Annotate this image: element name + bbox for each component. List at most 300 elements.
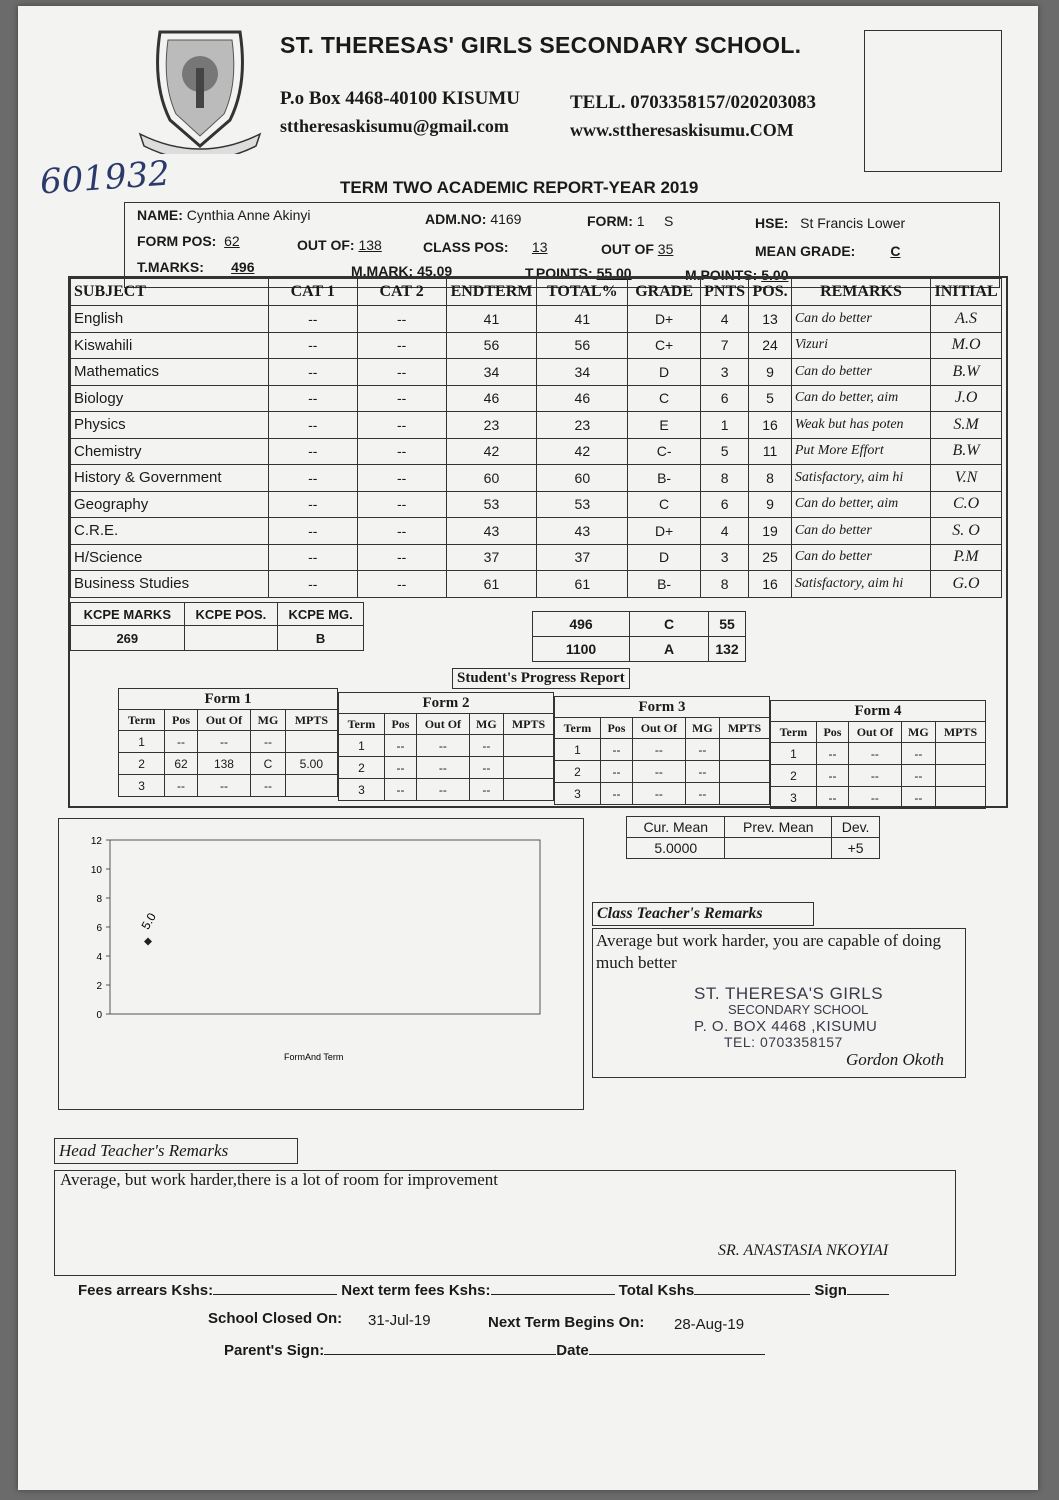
stamp-line-1: ST. THERESA'S GIRLS <box>694 984 884 1003</box>
progress-cell <box>719 761 769 783</box>
school-closed-value: 31-Jul-19 <box>368 1312 431 1329</box>
report-paper <box>18 6 1038 1490</box>
progress-cell: -- <box>384 757 416 779</box>
adm-no: 4169 <box>490 211 522 227</box>
form-title: Form 2 <box>339 693 554 714</box>
mmark-value: 45.09 <box>417 263 453 279</box>
progress-col-header: Term <box>119 710 165 731</box>
school-address: P.o Box 4468-40100 KISUMU <box>280 88 520 109</box>
progress-cell <box>285 731 337 753</box>
cell-pos: 9 <box>749 491 792 518</box>
table-row <box>771 787 986 809</box>
progress-report-title: Student's Progress Report <box>452 668 630 689</box>
table-row <box>119 731 338 753</box>
progress-cell: -- <box>417 779 470 801</box>
cell-cat1: -- <box>268 359 357 386</box>
progress-cell: -- <box>600 739 632 761</box>
mmark-label: M.MARK: <box>351 263 414 279</box>
cell-grade: D+ <box>628 518 701 545</box>
totals-points: 55 <box>709 612 746 637</box>
form-title: Form 1 <box>119 689 338 710</box>
progress-cell: 1 <box>339 735 385 757</box>
cell-grade: C- <box>628 438 701 465</box>
progress-col-header: Term <box>771 722 817 743</box>
cur-mean-value: 5.0000 <box>627 838 725 859</box>
cell-endterm: 34 <box>446 359 537 386</box>
progress-col-header: MPTS <box>503 714 553 735</box>
mpoints-label: M.POINTS: <box>685 267 758 283</box>
table-row <box>339 779 554 801</box>
cell-grade: C <box>628 491 701 518</box>
form-title: Form 3 <box>555 697 770 718</box>
progress-form-3 <box>554 696 770 805</box>
data-label: 5.0 <box>138 910 159 932</box>
stamp-line-3: P. O. BOX 4468 ,KISUMU <box>694 1018 878 1035</box>
table-row <box>71 306 1002 333</box>
table-row <box>71 412 1002 439</box>
progress-cell: 5.00 <box>285 753 337 775</box>
total-label: Total Kshs <box>618 1282 695 1299</box>
progress-cell: -- <box>417 735 470 757</box>
cell-pos: 25 <box>749 544 792 571</box>
cell-remarks: Can do better, aim <box>791 385 930 412</box>
progress-cell: 3 <box>555 783 601 805</box>
fees-arrears-line <box>213 1294 337 1295</box>
progress-cell: -- <box>384 735 416 757</box>
cell-subject: English <box>71 306 269 333</box>
cell-remarks: Satisfactory, aim hi <box>791 465 930 492</box>
progress-col-header: MPTS <box>719 718 769 739</box>
subject-table-header <box>71 279 1002 306</box>
progress-cell: -- <box>197 731 250 753</box>
progress-cell: 62 <box>165 753 197 775</box>
totals-table <box>532 611 746 662</box>
form-title: Form 4 <box>771 701 986 722</box>
cell-remarks: Can do better <box>791 359 930 386</box>
head-teacher-signature: SR. ANASTASIA NKOYIAI <box>718 1242 889 1259</box>
parent-sign-label: Parent's Sign: <box>224 1342 325 1359</box>
progress-cell: -- <box>469 735 503 757</box>
table-row <box>71 518 1002 545</box>
cell-subject: Physics <box>71 412 269 439</box>
cell-pnts: 3 <box>700 359 748 386</box>
table-row <box>555 761 770 783</box>
next-term-fees-label: Next term fees Kshs: <box>341 1282 491 1299</box>
progress-cell: -- <box>251 731 286 753</box>
cell-cat1: -- <box>268 571 357 598</box>
student-name: Cynthia Anne Akinyi <box>186 207 311 223</box>
cell-total: 23 <box>537 412 628 439</box>
school-name: ST. THERESAS' GIRLS SECONDARY SCHOOL. <box>280 32 802 58</box>
table-row <box>555 739 770 761</box>
cell-remarks: Can do better, aim <box>791 491 930 518</box>
table-row <box>339 735 554 757</box>
y-tick-label: 10 <box>90 865 102 876</box>
totals-grade: C <box>630 612 709 637</box>
cell-cat2: -- <box>357 544 446 571</box>
cell-endterm: 56 <box>446 332 537 359</box>
progress-cell: -- <box>901 765 935 787</box>
progress-form-4 <box>770 700 986 809</box>
parent-sign-line <box>324 1354 556 1355</box>
progress-form-1 <box>118 688 338 797</box>
cell-subject: H/Science <box>71 544 269 571</box>
cell-endterm: 41 <box>446 306 537 333</box>
progress-cell: -- <box>384 779 416 801</box>
cell-subject: Mathematics <box>71 359 269 386</box>
progress-col-header: Out Of <box>633 718 686 739</box>
cell-initial: B.W <box>931 438 1002 465</box>
y-tick-label: 6 <box>96 923 102 934</box>
progress-cell: -- <box>816 765 848 787</box>
progress-col-header: MG <box>469 714 503 735</box>
progress-col-header: Pos <box>384 714 416 735</box>
cell-remarks: Can do better <box>791 306 930 333</box>
progress-col-header: Pos <box>816 722 848 743</box>
kcpe-pos-header: KCPE POS. <box>184 603 278 626</box>
cell-cat2: -- <box>357 465 446 492</box>
table-row <box>71 438 1002 465</box>
cell-grade: E <box>628 412 701 439</box>
progress-cell <box>503 757 553 779</box>
kcpe-marks-header: KCPE MARKS <box>71 603 185 626</box>
dev-header: Dev. <box>832 817 880 838</box>
tmarks-value: 496 <box>231 259 255 275</box>
dev-value: +5 <box>832 838 880 859</box>
progress-cell: -- <box>251 775 286 797</box>
cell-initial: V.N <box>931 465 1002 492</box>
progress-cell <box>503 735 553 757</box>
progress-cell: 138 <box>197 753 250 775</box>
progress-cell: -- <box>633 761 686 783</box>
cell-grade: D+ <box>628 306 701 333</box>
cell-cat1: -- <box>268 544 357 571</box>
col-pnts: PNTS <box>700 279 748 306</box>
cell-subject: Biology <box>71 385 269 412</box>
data-point <box>144 938 152 946</box>
cell-pnts: 4 <box>700 518 748 545</box>
cell-initial: A.S <box>931 306 1002 333</box>
sign-line <box>847 1294 889 1295</box>
cell-pos: 5 <box>749 385 792 412</box>
cell-cat2: -- <box>357 518 446 545</box>
cell-pnts: 8 <box>700 571 748 598</box>
totals-marks: 496 <box>533 612 630 637</box>
cell-pnts: 7 <box>700 332 748 359</box>
tpoints-value: 55.00 <box>596 265 632 281</box>
kcpe-pos-value <box>184 626 278 651</box>
mpoints-value: 5.00 <box>761 267 789 283</box>
cell-subject: Business Studies <box>71 571 269 598</box>
cell-cat1: -- <box>268 518 357 545</box>
cell-endterm: 37 <box>446 544 537 571</box>
cell-initial: S.M <box>931 412 1002 439</box>
class-teacher-remark: Average but work harder, you are capable of doing much better <box>596 931 941 972</box>
progress-cell <box>719 783 769 805</box>
report-title: TERM TWO ACADEMIC REPORT-YEAR 2019 <box>340 178 699 197</box>
progress-form-2 <box>338 692 554 801</box>
cell-cat2: -- <box>357 306 446 333</box>
cell-cat1: -- <box>268 385 357 412</box>
table-row <box>555 783 770 805</box>
form-pos-value: 62 <box>224 233 240 249</box>
cell-remarks: Vizuri <box>791 332 930 359</box>
progress-cell: 2 <box>771 765 817 787</box>
kcpe-marks-value: 269 <box>71 626 185 651</box>
progress-col-header: MG <box>901 722 935 743</box>
y-tick-label: 12 <box>90 836 102 847</box>
progress-cell: -- <box>685 739 719 761</box>
hse-label: HSE: <box>755 215 789 231</box>
cell-pos: 13 <box>749 306 792 333</box>
table-row <box>119 775 338 797</box>
cell-endterm: 53 <box>446 491 537 518</box>
cell-cat2: -- <box>357 491 446 518</box>
cell-initial: M.O <box>931 332 1002 359</box>
progress-cell: -- <box>469 757 503 779</box>
progress-cell: -- <box>417 757 470 779</box>
cell-remarks: Satisfactory, aim hi <box>791 571 930 598</box>
progress-chart <box>58 818 582 1108</box>
max-points: 132 <box>709 637 746 662</box>
table-row <box>339 757 554 779</box>
progress-cell: 1 <box>119 731 165 753</box>
total-line <box>694 1294 810 1295</box>
cell-remarks: Can do better <box>791 544 930 571</box>
progress-cell <box>719 739 769 761</box>
parent-sign-row <box>224 1342 765 1359</box>
progress-col-header: Out Of <box>197 710 250 731</box>
cell-cat1: -- <box>268 491 357 518</box>
progress-cell: -- <box>197 775 250 797</box>
school-website: www.sttheresaskisumu.COM <box>570 120 794 140</box>
col-pos: POS. <box>749 279 792 306</box>
next-term-fees-line <box>491 1294 615 1295</box>
sign-label: Sign <box>814 1282 847 1299</box>
progress-cell: -- <box>165 775 197 797</box>
progress-cell: -- <box>849 765 902 787</box>
table-row <box>119 753 338 775</box>
cell-endterm: 23 <box>446 412 537 439</box>
cell-remarks: Can do better <box>791 518 930 545</box>
table-row <box>71 385 1002 412</box>
form-pos-label: FORM POS: <box>137 233 217 249</box>
progress-cell: 3 <box>339 779 385 801</box>
cell-cat1: -- <box>268 306 357 333</box>
cell-cat2: -- <box>357 571 446 598</box>
progress-cell <box>285 775 337 797</box>
table-row <box>771 743 986 765</box>
cell-total: 43 <box>537 518 628 545</box>
col-cat1: CAT 1 <box>268 279 357 306</box>
cell-pnts: 4 <box>700 306 748 333</box>
mean-table <box>626 816 880 859</box>
class-pos-label: CLASS POS: <box>423 239 509 255</box>
cell-initial: B.W <box>931 359 1002 386</box>
cur-mean-header: Cur. Mean <box>627 817 725 838</box>
school-closed-label: School Closed On: <box>208 1310 343 1327</box>
progress-cell <box>935 787 985 809</box>
prev-mean-header: Prev. Mean <box>725 817 832 838</box>
school-email: sttheresaskisumu@gmail.com <box>280 116 509 136</box>
y-tick-label: 2 <box>96 981 102 992</box>
cell-grade: D <box>628 544 701 571</box>
cell-cat2: -- <box>357 438 446 465</box>
fees-arrears-row <box>78 1282 889 1299</box>
table-row <box>71 571 1002 598</box>
out-of-label: OUT OF: <box>297 237 355 253</box>
progress-cell: -- <box>685 783 719 805</box>
totals-row <box>533 612 746 637</box>
progress-cell <box>503 779 553 801</box>
progress-cell: C <box>251 753 286 775</box>
cell-initial: S. O <box>931 518 1002 545</box>
progress-cell: -- <box>685 761 719 783</box>
progress-cell: 2 <box>339 757 385 779</box>
cell-pos: 19 <box>749 518 792 545</box>
progress-cell: -- <box>901 743 935 765</box>
progress-cell: 2 <box>119 753 165 775</box>
class-teacher-title: Class Teacher's Remarks <box>592 902 814 926</box>
cell-pnts: 5 <box>700 438 748 465</box>
x-axis-label: FormAnd Term <box>284 1052 344 1062</box>
cell-cat2: -- <box>357 385 446 412</box>
max-marks: 1100 <box>533 637 630 662</box>
progress-cell: -- <box>816 743 848 765</box>
cell-endterm: 60 <box>446 465 537 492</box>
cell-total: 37 <box>537 544 628 571</box>
cell-pnts: 8 <box>700 465 748 492</box>
table-row <box>71 544 1002 571</box>
cell-pos: 16 <box>749 571 792 598</box>
col-endterm: ENDTERM <box>446 279 537 306</box>
cell-total: 41 <box>537 306 628 333</box>
y-tick-label: 0 <box>96 1010 102 1021</box>
progress-cell: -- <box>816 787 848 809</box>
progress-col-header: MG <box>685 718 719 739</box>
progress-cell: 3 <box>119 775 165 797</box>
cell-pnts: 3 <box>700 544 748 571</box>
cell-grade: D <box>628 359 701 386</box>
cell-total: 60 <box>537 465 628 492</box>
cell-grade: B- <box>628 571 701 598</box>
kcpe-mg-header: KCPE MG. <box>278 603 364 626</box>
progress-col-header: MPTS <box>935 722 985 743</box>
col-total: TOTAL% <box>537 279 628 306</box>
table-row <box>771 765 986 787</box>
kcpe-mg-value: B <box>278 626 364 651</box>
progress-col-header: Out Of <box>849 722 902 743</box>
stream-value: S <box>664 213 674 229</box>
progress-cell: -- <box>600 761 632 783</box>
cell-pos: 11 <box>749 438 792 465</box>
progress-cell <box>935 765 985 787</box>
cell-initial: C.O <box>931 491 1002 518</box>
date-label: Date <box>556 1342 589 1359</box>
handwritten-number: 601932 <box>38 153 172 203</box>
cell-cat1: -- <box>268 412 357 439</box>
cell-cat1: -- <box>268 332 357 359</box>
cell-total: 56 <box>537 332 628 359</box>
table-row <box>71 491 1002 518</box>
progress-col-header: Term <box>339 714 385 735</box>
school-tel: TELL. 0703358157/020203083 <box>570 92 816 113</box>
form-label: FORM: <box>587 213 633 229</box>
cell-endterm: 42 <box>446 438 537 465</box>
cell-subject: Geography <box>71 491 269 518</box>
col-remarks: REMARKS <box>791 279 930 306</box>
table-row <box>71 465 1002 492</box>
y-tick-label: 8 <box>96 894 102 905</box>
cell-subject: History & Government <box>71 465 269 492</box>
cell-cat2: -- <box>357 359 446 386</box>
progress-cell: -- <box>165 731 197 753</box>
progress-cell: 1 <box>771 743 817 765</box>
cell-subject: C.R.E. <box>71 518 269 545</box>
progress-cell: -- <box>633 739 686 761</box>
totals-row <box>533 637 746 662</box>
cell-pnts: 6 <box>700 385 748 412</box>
progress-col-header: MPTS <box>285 710 337 731</box>
progress-cell: 3 <box>771 787 817 809</box>
cell-pos: 24 <box>749 332 792 359</box>
col-cat2: CAT 2 <box>357 279 446 306</box>
cell-pnts: 1 <box>700 412 748 439</box>
progress-col-header: Pos <box>165 710 197 731</box>
cell-endterm: 61 <box>446 571 537 598</box>
school-crest-logo <box>130 24 270 154</box>
cell-pos: 9 <box>749 359 792 386</box>
cell-cat2: -- <box>357 412 446 439</box>
next-term-label: Next Term Begins On: <box>488 1314 645 1331</box>
progress-cell: 2 <box>555 761 601 783</box>
head-teacher-title: Head Teacher's Remarks <box>54 1138 298 1164</box>
cell-grade: B- <box>628 465 701 492</box>
head-teacher-remark: Average, but work harder,there is a lot of room for improvement <box>60 1170 499 1189</box>
cell-initial: P.M <box>931 544 1002 571</box>
class-teacher-signature: Gordon Okoth <box>846 1050 945 1069</box>
out-of-value: 138 <box>358 237 382 253</box>
cell-cat1: -- <box>268 465 357 492</box>
adm-label: ADM.NO: <box>425 211 487 227</box>
progress-cell: -- <box>469 779 503 801</box>
tmarks-label: T.MARKS: <box>137 259 204 275</box>
progress-col-header: Term <box>555 718 601 739</box>
form-value: 1 <box>636 213 645 229</box>
progress-col-header: MG <box>251 710 286 731</box>
progress-cell: -- <box>849 787 902 809</box>
progress-cell: -- <box>849 743 902 765</box>
progress-cell <box>935 743 985 765</box>
stamp-line-2: SECONDARY SCHOOL <box>728 1002 869 1017</box>
progress-cell: 1 <box>555 739 601 761</box>
progress-col-header: Pos <box>600 718 632 739</box>
hse-value: St Francis Lower <box>800 215 906 231</box>
fees-arrears-label: Fees arrears Kshs: <box>78 1282 214 1299</box>
cell-endterm: 46 <box>446 385 537 412</box>
cell-total: 46 <box>537 385 628 412</box>
cell-remarks: Weak but has poten <box>791 412 930 439</box>
cell-cat1: -- <box>268 438 357 465</box>
photo-box <box>864 30 1002 172</box>
class-pos-value: 13 <box>531 239 548 255</box>
cell-pos: 8 <box>749 465 792 492</box>
cell-total: 42 <box>537 438 628 465</box>
progress-cell: -- <box>600 783 632 805</box>
date-line <box>589 1354 765 1355</box>
progress-col-header: Out Of <box>417 714 470 735</box>
cell-total: 53 <box>537 491 628 518</box>
